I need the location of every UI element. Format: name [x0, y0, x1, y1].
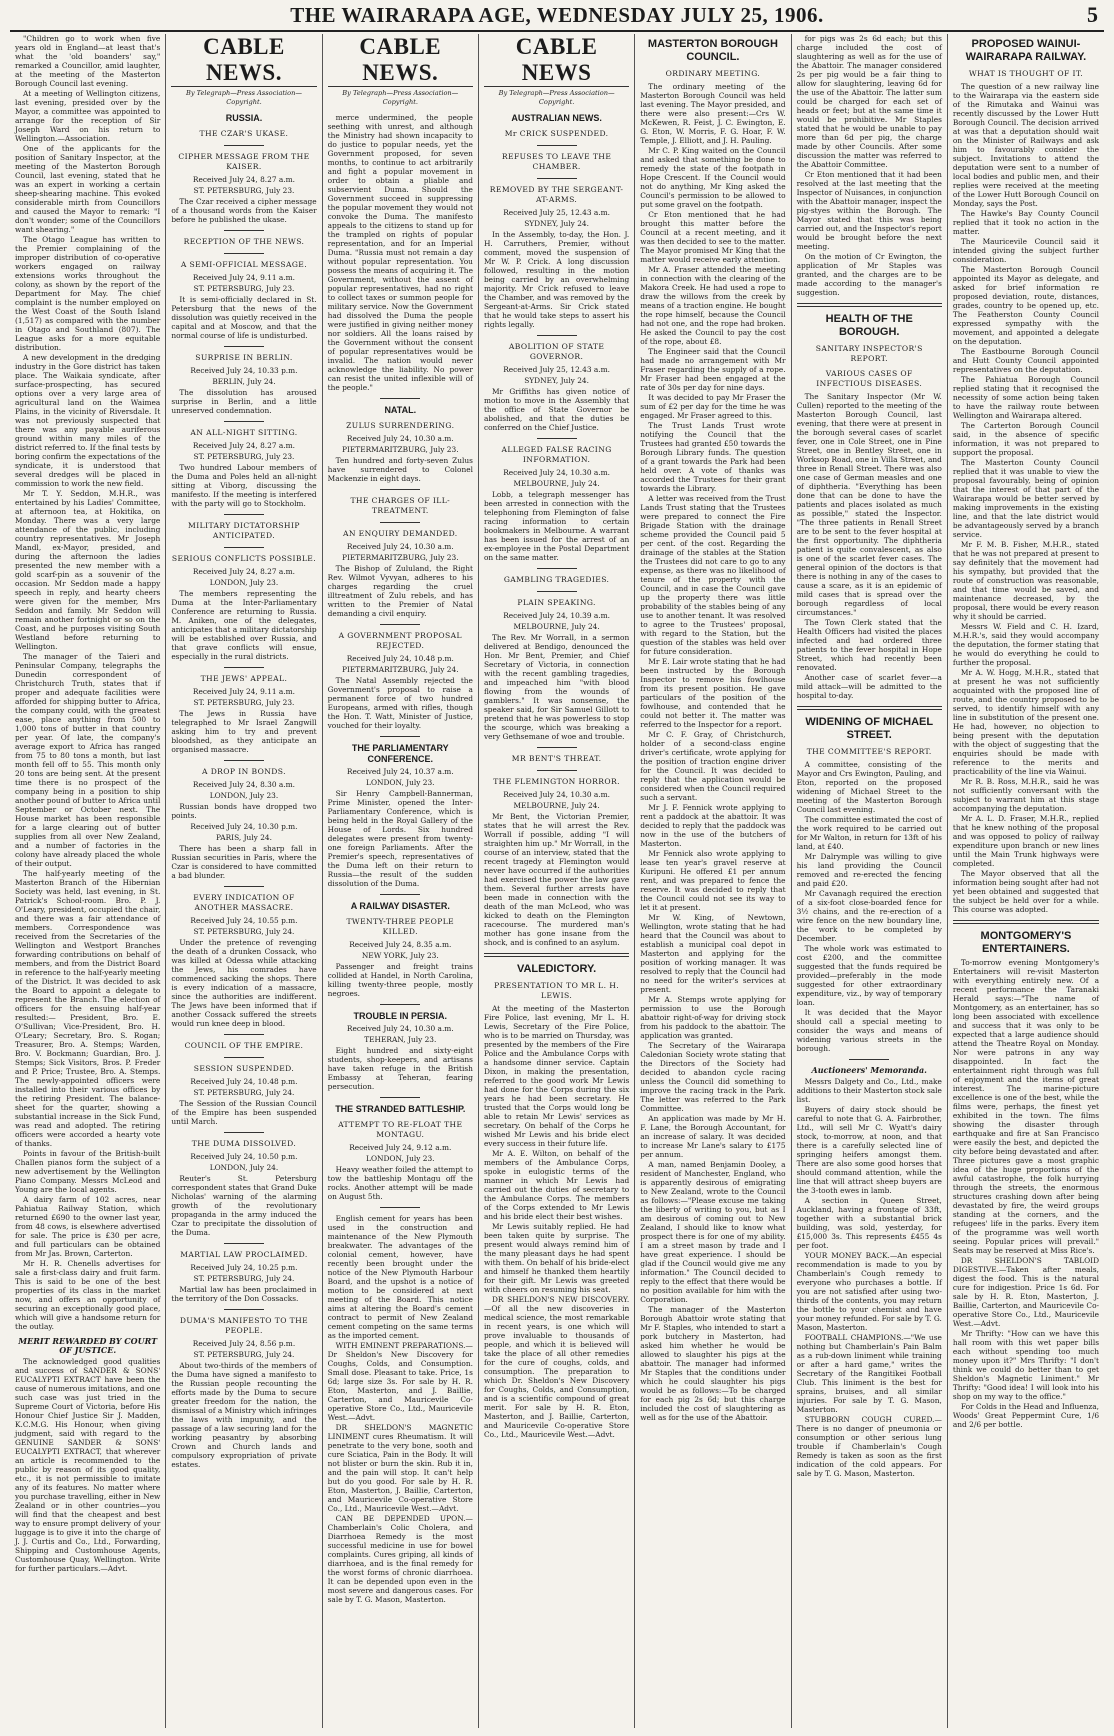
- paragraph: "Children go to work when five years old in England—at least that's what the 'old boanders' say," remarked a Councillor, amid laughter, at the meeting of the Masterton Borough Council last evening.: [15, 34, 161, 88]
- paragraph: Mr Thrifty: "How can we have this hall room with this wet paper bills each without spending too much money upon it?" Mrs Thrifty: "I don't think we could do better than to get Sheldon's Magnetic Liniment." Mr Thrifty: "Good idea! I will look into his shop on my way to the office.": [952, 1329, 1100, 1401]
- sub-heading: MILITARY DICTATORSHIP ANTICIPATED.: [188, 521, 300, 540]
- sub-heading: SESSION SUSPENDED.: [193, 1064, 295, 1073]
- paragraph: The manager of the Taieri and Peninsular Company, telegraphs the Dunedin correspondent of Christchurch Truth, states that if proper and adequate facilities were afforded for shipping butter to Africa, the company could, with the greatest ease, place anything from 500 to 1,000 tons of butter in that country per year. Of late, the company's average export to Africa has ranged from 75 to 80 tons a month, but last month fell off to 55. This month only 20 tons are being sent. At the present time there is no prospect of the company being in a position to ship another pound of butter to Africa until September or October next. The House market has been responsible for a large clearing out of butter supplies from all over New Zealand, and a number of factories in the colony have already placed the whole of their output.: [15, 652, 161, 868]
- divider: [224, 667, 264, 668]
- dateline: Received July 25, 12.43 a.m.: [503, 208, 610, 217]
- paragraph: The Natal Assembly rejected the Government's proposal to raise a permanent force of two hundred Europeans, armed with rifles, though the Hon. T. Watt, Minister of Justice, vouched for their loyalty.: [327, 676, 473, 730]
- section-heading: THE PARLIAMENTARY CONFERENCE.: [351, 743, 449, 764]
- paragraph: There has been a sharp fall in Russian securities in Paris, where the Czar is considered to have committed a bad blunder.: [171, 844, 317, 880]
- dateline: Received July 24, 8.56 p.m.: [192, 1339, 296, 1348]
- columns: [10, 34, 1104, 1728]
- location-dateline: LONDON, July 23.: [209, 578, 279, 587]
- sub-heading: A SEMI-OFFICIAL MESSAGE.: [180, 260, 308, 269]
- paragraph: Lobb, a telegraph messenger has been arrested in connection with the telephoning from Flemington of false racing information to certain bookmakers in Melbourne. A warrant has been issued for the arrest of an ex-employee in the Postal Department on the same matter.: [483, 490, 630, 562]
- location-dateline: BERLIN, July 24.: [212, 377, 276, 386]
- paragraph: DR SHELDON'S MAGNETIC LINIMENT cures Rheumatism. It will penetrate to the very bone, sooth and cure Sciatica, Pain in the Body. It will not blister or burn the skin. Rub it in, and the pain will stop. It can't help but do you good. For sale by H. R. Eton, Masterton, J. Baillie, Carterton, and Mauricevile Co-operative Store Co., Ltd., Mauricevile West.—Advt.: [327, 1423, 473, 1513]
- paragraph: Mr A. W. Hogg, M.H.R., stated that at present he was not sufficiently acquainted with the proposed line of route, and the country proposed to be served, to identify himself with any line in substitution of the present one. He had, however, no objection to being present with the deputation with the object of suggesting that the enquiries should be made with reference to the merits and practicability of the line via Wainui.: [952, 668, 1100, 776]
- paragraph: One of the applicants for the position of Sanitary Inspector, at the meeting of the Masterton Borough Council, last evening, stated that he was an expert in working a certain sheep-shearing machine. This evoked considerable mirth from Councillors and caused the Mayor to remark: "I don't wonder; some of the Councillors want shearing.": [15, 144, 161, 234]
- dateline: Received July 24, 8.30 a.m.: [192, 780, 295, 789]
- dateline: Received July 24, 10.25 p.m.: [190, 1263, 298, 1272]
- divider: [224, 1132, 264, 1133]
- location-dateline: ST. PETERSBURG, July 24.: [193, 1350, 295, 1359]
- paragraph: Mr C. P. King waited on the Council and asked that something be done to remedy the state of the footpath in Hope Crescent. If the Council would not do anything, Mr King asked the Council's permission to be allowed to put some gravel on the footpath.: [640, 146, 786, 209]
- dateline: Received July 24, 10.55 p.m.: [190, 916, 298, 925]
- divider: [537, 568, 577, 569]
- dateline: Received July 24, 9.12 a.m.: [349, 1143, 452, 1152]
- paragraph: At a meeting of Wellington citizens, last evening, presided over by the Mayor, a committee was appointed to arrange for the reception of Sir Joseph Ward on his return to Wellington.—Association.: [15, 89, 161, 143]
- location-dateline: PIETERMARITZBURG, July 23.: [342, 445, 459, 454]
- sub-heading: VARIOUS CASES OF INFECTIOUS DISEASES.: [816, 369, 923, 388]
- section-heading: AUSTRALIAN NEWS.: [511, 113, 602, 123]
- location-dateline: ST. PETERSBURG, July 23.: [193, 186, 295, 195]
- divider: [849, 1059, 889, 1060]
- paragraph: Russian bonds have dropped two points.: [171, 802, 317, 820]
- paragraph: The Masterton County Council replied that it was unable to view the proposal favourably, being of opinion that the interest of that part of the Wairarapa would be better served by making improvements in the existing line, and that the late district would be advantageously served by a branch service.: [952, 458, 1100, 539]
- paragraph: On the motion of Cr Ewington, the application of Mr Staples was granted, and the charges are to be made according to the manager's suggestion.: [796, 252, 942, 297]
- paragraph: for pigs was 2s 6d each; but this charge included the cost of slaughtering as well as for the use of the Abattoir. The manager considered 2s per pig would be a fair thing to allow for slaughtering, leaving 6d for the use of the Abattoir. The latter sum could be charged for each set of heads or feet; but at the same time it would be prohibitive. Mr Staples stated that he would be unable to pay more than 6d per pig, the charge made by other Councils. After some discussion the matter was referred to the Abattoir Committee.: [796, 34, 942, 169]
- masthead: [10, 0, 1104, 32]
- section-title: CABLE NEWS.: [171, 34, 316, 87]
- sub-heading: MR BENT'S THREAT.: [511, 754, 602, 763]
- paragraph: STUBBORN COUGH CURED.—There is no danger of pneumonia or consumption or other serious lung trouble if Chamberlain's Cough Remedy is taken as soon as the first indication of the cold appears. For sale by T. G. Mason, Masterton.: [796, 1415, 942, 1478]
- paragraph: The Mayor observed that all the information being sought after had not yet been obtained and suggested that the subject be held over for a while. This course was adopted.: [952, 869, 1100, 914]
- sub-heading: DUMA'S MANIFESTO TO THE PEOPLE.: [179, 1316, 309, 1335]
- paragraph: It is semi-officially declared in St. Petersburg that the news of the dissolution was quietly received in the capital and at Moscow, and that the normal course of life is undisturbed.: [171, 295, 317, 340]
- paragraph: Two hundred Labour members of the Duma and Poles held an all-night sitting at Viborg, discussing the manifesto. If the meeting is interfered with the party will go to Stockholm.: [171, 463, 317, 508]
- sub-heading: PRESENTATION TO MR L. H. LEWIS.: [494, 981, 620, 1000]
- advert-heading: MERIT REWARDED BY COURT OF JUSTICE.: [18, 1336, 158, 1355]
- sub-heading: SANITARY INSPECTOR'S REPORT.: [815, 344, 923, 363]
- dateline: Received July 24, 10.30 p.m.: [190, 822, 298, 831]
- location-dateline: MELBOURNE, July 24.: [513, 801, 600, 810]
- sub-heading: ABOLITION OF STATE GOVERNOR.: [508, 342, 605, 361]
- column-1: [10, 34, 166, 1728]
- paragraph: Buyers of dairy stock should be careful to note that G. A. Fairbrother, Ltd., will sell Mr C. Wyatt's dairy stock, to-morrow, at noon, and that there is a carefully selected line of springing heifers amongst them. There are also some good horses that should command attention, while the line that will attract sheep buyers are the 3-tooth ewes in lamb.: [796, 1105, 942, 1195]
- divider: [484, 953, 629, 957]
- paragraph: The question of a new railway line to the Wairarapa via the eastern side of the Rimutaka and Wainui was recently discussed by the Lower Hutt Borough Council. The decision arrived at was that a deputation should wait on the Minister of Railways and ask him to favourably consider the subject. Invitations to attend the deputation were sent to a number of local bodies and public men, and their replies were received at the meeting of the Lower Hutt Borough Council on Monday, says the Post.: [952, 82, 1100, 208]
- divider: [224, 253, 264, 254]
- paragraph: Mr Fennick also wrote applying to lease ten year's gravel reserve at Kuripuni. He offered £1 per annum rent, and was prepared to fence the reserve. It was decided to reply that the Council could not see its way to let it at present.: [640, 849, 786, 912]
- paragraph: The Hawke's Bay County Council replied that it took no action in the matter.: [952, 209, 1100, 236]
- paragraph: It was decided that the Mayor should call a special meeting to consider the ways and means of widening various streets in the borough.: [796, 1008, 942, 1053]
- divider: [380, 398, 420, 399]
- column-4: [479, 34, 635, 1728]
- paragraph: The Mauricevile Council said it intended giving the subject further consideration.: [952, 237, 1100, 264]
- advert-text: The acknowledged good qualities and success of SANDER & SONS' EUCALYPTI EXTRACT have been the cause of numerous imitations, and one such case was just tried in the Supreme Court of Victoria, before His Honour Chief Justice Sir J. Madden, K.C.M.G. His Honour, when giving judgment, said with regard to the GENUINE SANDER & SONS' EUCALYPTI EXTRACT, that wherever an article is recommended to the public by reason of its good quality, etc., it is not permissible to imitate any of its features. No matter where you purchase travelling, either in New Zealand or in other countries—you will find that the cheapest and best way to ensure prompt delivery of your luggage is to give it into the charge of J. J. Curtis and Co., Ltd., Forwarding, Shipping and Customhouse Agents, Customhouse Quay, Wellington. Write for further particulars.—Advt.: [15, 1357, 161, 1573]
- paragraph: In the Assembly, to-day, the Hon. J. H. Carruthers, Premier, without comment, moved the suspension of Mr W. P. Crick. A long discussion followed, resulting in the motion being carried by an overwhelming majority. Mr Crick refused to leave the Chamber, and was removed by the Sergeant-at-Arms. Sir Crick stated that he would take steps to assert his rights legally.: [483, 230, 630, 329]
- paragraph: WITH EMINENT PREPARATIONS.—Dr Sheldon's New Discovery for Coughs, Colds, and Consumption. Small dose. Pleasant to take. Price, 1s 6d; large size 3s. For sale by H. R. Eton, Masterton, and J. Baillie, Carterton, and Mauricevile Co-operative Store Co., Ltd., Mauricevile West.—Advt.: [327, 1341, 473, 1422]
- divider: [380, 1207, 420, 1208]
- paragraph: The Engineer said that the Council had made no arrangement with Mr Fraser regarding the supply of a rope. Mr Fraser had been engaged at the rate of 30s per day for nine days.: [640, 347, 786, 392]
- paragraph: Cr Eton mentioned that it had been resolved at the last meeting that the Inspector of Nuisances, in conjunction with the Abattoir manager, inspect the pig-styes within the Borough. The Mayor stated that this was being carried out, and the Inspector's report would be brought before the next meeting.: [796, 170, 942, 251]
- column-5: [635, 34, 791, 1728]
- paragraph: The Rev. Mr Worrall, in a sermon delivered at Bendigo, denounced the Hon. Mr Bent, Premier, and Chief Secretary of Victoria, in connection with the recent gambling tragedies, and impeached him "with blood flowing from the wounds of gamblers." It was nonsense, the speaker said, for Sir Samuel Gillott to pretend that he was powerless to stop the scourge, which was breaking a very Gethsemane of woe and trouble.: [483, 633, 630, 741]
- paragraph: A new development in the dredging industry in the Gore district has taken place. The Waikaia syndicate, after surface-prospecting, has secured options over a very large area of agricultural land on the Waimea Plains, in the vicinity of Riversdale. It was not previously suspected that there was any payable auriferous ground within many miles of the district referred to. If the final tests by boring confirm the expectations of the syndicate, it is understood that several dredges will be placed in commission to work the new field.: [15, 353, 161, 488]
- paragraph: The Session of the Russian Council of the Empire has been suspended until March.: [171, 1099, 317, 1126]
- page-number: 5: [1087, 2, 1098, 27]
- section-heading: MONTGOMERY'S ENTERTAINERS.: [980, 930, 1072, 955]
- location-dateline: LONDON, July 23.: [366, 778, 435, 787]
- location-dateline: LONDON, July 24.: [209, 1163, 279, 1172]
- dateline: Received July 24, 10.30 a.m.: [346, 434, 454, 443]
- sub-heading: RECEPTION OF THE NEWS.: [183, 237, 305, 246]
- sub-heading: AN ALL-NIGHT SITTING.: [190, 428, 298, 437]
- paragraph: Messrs W. Field and C. H. Izard, M.H.R.'s, said they would accompany the deputation, the former stating that he would do everything he could to further the proposal.: [952, 622, 1100, 667]
- paragraph: About two-thirds of the members of the Duma have signed a manifesto to the Russian people recounting the efforts made by the Duma to secure greater freedom for the nation, the dismissal of a Ministry which infringes the laws with impunity, and the passage of a law securing land for the working peasantry by absorbing Crown and Church lands and compulsory expropriation of private estates.: [171, 1361, 317, 1469]
- dateline: Received July 24, 10.33 p.m.: [190, 366, 298, 375]
- sub-heading: ALLEGED FALSE RACING INFORMATION.: [501, 445, 612, 464]
- section-title: CABLE NEWS: [484, 34, 629, 87]
- divider: [537, 178, 577, 179]
- location-dateline: ST. PETERSBURG, July 24.: [193, 1274, 295, 1283]
- paragraph: The Czar received a cipher message of a thousand words from the Kaiser before he published the ukase.: [171, 197, 317, 224]
- paragraph: Messrs Dalgety and Co., Ltd., make additions to their Masterton stock sale list.: [796, 1077, 942, 1104]
- sub-heading: THE COMMITTEE'S REPORT.: [806, 747, 932, 756]
- sub-heading: AN ENQUIRY DEMANDED.: [342, 529, 458, 538]
- sub-heading: CIPHER MESSAGE FROM THE KAISER.: [178, 152, 310, 171]
- paragraph: Eight hundred and sixty-eight students, shop-keepers, and artisans have taken refuge in the British Embassy at Teheran, fearing persecution.: [327, 1046, 473, 1091]
- paragraph: Heavy weather foiled the attempt to tow the battleship Montagu off the rocks. Another attempt will be made on August 5th.: [327, 1165, 473, 1201]
- divider: [537, 770, 577, 771]
- paragraph: Mr W. King, of Newtown, Wellington, wrote stating that he had heard that the Council was about to establish a municipal coal depot in Masterton and applying for the position of working manager. It was resolved to reply that the Council had no need for the writer's services at present.: [640, 913, 786, 994]
- divider: [380, 1004, 420, 1005]
- dateline: Received July 24, 8.27 a.m.: [192, 567, 295, 576]
- divider: [224, 547, 264, 548]
- paragraph: The Trust Lands Trust wrote notifying the Council that the Trustees had granted £50 towards the Borough Library funds. The question of a grant towards the Park had been held over. A vote of thanks was accorded the Trustees for their grant towards the Library.: [640, 421, 786, 493]
- location-dateline: PIETERMARITZBURG, July 24.: [342, 665, 459, 674]
- location-dateline: TEHERAN, July 23.: [364, 1035, 437, 1044]
- paragraph: The committee estimated the cost of the work required to be carried out for Mr Walton, in return for 13ft of his land, at £40.: [796, 815, 942, 851]
- paragraph: Mr F. M. B. Fisher, M.H.R., stated that he was not prepared at present to say definitely that the movement had his sympathy, but provided that the route of construction was reasonable, and that time would be saved, and maintenance decreased, by the proposal, there would be every reason why it should be carried.: [952, 540, 1100, 621]
- paragraph: The Carterton Borough Council said, in the absence of specific information, it was not prepared to support the proposal.: [952, 421, 1100, 457]
- sub-heading: SERIOUS CONFLICTS POSSIBLE.: [171, 554, 317, 563]
- byline: By Telegraph—Press Association—Copyright.: [185, 89, 302, 106]
- paragraph: The Eastbourne Borough Council and Hutt County Council appointed representatives on the deputation.: [952, 347, 1100, 374]
- sub-heading: ZULUS SURRENDERING.: [346, 421, 455, 430]
- paragraph: Mr Griffiths has given notice of motion to move in the Assembly that the office of State Governor be abolished, and that the duties be conferred on the Chief Justice.: [483, 387, 630, 432]
- section-heading: A RAILWAY DISASTER.: [350, 901, 450, 911]
- location-dateline: MELBOURNE, July 24.: [513, 622, 600, 631]
- sub-heading: WHAT IS THOUGHT OF IT.: [968, 69, 1084, 78]
- location-dateline: MELBOURNE, July 24.: [513, 479, 600, 488]
- dateline: Received July 24, 10.37 a.m.: [346, 767, 454, 776]
- paragraph: The whole work was estimated to cost £200, and the committee suggested that the funds required be provided—preferably in the mode suggested for other extraordinary expenditure, viz., by way of temporary loan.: [796, 944, 942, 1007]
- divider: [537, 747, 577, 748]
- paragraph: Mr H. R. Chenells advertises for sale a first-class dairy and fruit farm. This is said to be one of the best properties of its class in the market now, and offers an opportunity of securing an exceptionally good place, which will give a handsome return for the outlay.: [15, 1259, 161, 1331]
- location-dateline: ST. PETERSBURG, July 23.: [193, 452, 295, 461]
- sub-heading: THE CZAR'S UKASE.: [199, 129, 289, 138]
- divider: [224, 346, 264, 347]
- paragraph: Ten hundred and forty-seven Zulus have surrendered to Colonel Mackenzie in eight days.: [327, 456, 473, 483]
- paragraph: merce undermined, the people seething with unrest, and although the Ministry had shown incapacity to do justice to popular needs, yet the Government proposed, for seven months, to continue to act arbitrarily and fight a popular movement in order to obtain a pliable and subservient Duma. Should the Government succeed in suppressing the popular movement they would not convoke the Duma. The manifesto appeals to the citizens to stand up for the trampled on rights of popular representation, and for an Imperial Duma. "Russia must not remain a day without popular representation. You possess the means of acquiring it. The Government, without the assent of popular representatives, had no right to collect taxes or summon people for military service. Now the Government had dissolved the Duma the people were justified in giving neither money nor soldiers. All the loans raised by the Government without the consent of popular representatives would be invalid. The nation would never acknowledge the liability. No power can resist the united inflexible will of the people.": [327, 113, 473, 392]
- paragraph: The Town Clerk stated that the Health Officers had visited the places infected and had ordered three patients to the fever hospital in Hope Street, which had recently been renovated.: [796, 618, 942, 672]
- location-dateline: ST. PETERSBURG, July 24.: [193, 927, 295, 936]
- paragraph: CAN BE DEPENDED UPON.—Chamberlain's Colic Cholera, and Diarrhoea Remedy is the most successful medicine in use for bowel complaints. Cures griping, all kinds of diarrhoea, and is the final remedy for the worst forms of chronic diarrhoea. It can be depended upon even in the most severe and dangerous cases. For sale by T. G. Mason, Masterton.: [327, 1514, 473, 1604]
- sub-heading: EVERY INDICATION OF ANOTHER MASSACRE.: [193, 893, 295, 912]
- dateline: Received July 24, 10.50 p.m.: [190, 1152, 298, 1161]
- section-heading: NATAL.: [384, 405, 417, 415]
- location-dateline: SYDNEY, July 24.: [524, 376, 589, 385]
- paragraph: Mr Lewis suitably replied. He had been taken quite by surprise. The present would always remind him of the many pleasant days he had spent with them. On behalf of his bride-elect and himself he thanked them heartily for their gift. Mr Lewis was greeted with cheers on resuming his seat.: [483, 1222, 630, 1294]
- section-heading: TROUBLE IN PERSIA.: [353, 1011, 448, 1021]
- section-heading: MASTERTON BOROUGH COUNCIL.: [647, 38, 778, 63]
- byline: By Telegraph—Press Association—Copyright.: [342, 89, 459, 106]
- divider: [224, 1309, 264, 1310]
- byline: By Telegraph—Press Association—Copyright.: [498, 89, 615, 106]
- paragraph: Reuter's St. Petersburg correspondent states that Grand Duke Nicholas' warning of the alarming growth of the revolutionary propaganda in the army induced the Czar to precipitate the dissolution of the Duma.: [171, 1174, 317, 1237]
- divider: [537, 591, 577, 592]
- sub-heading: THE FLEMINGTON HORROR.: [493, 777, 620, 786]
- paragraph: Points in favour of the British-built Challen pianos form the subject of a new advertisement by the Wellington Piano Company. Messrs McLeod and Young are the local agents.: [15, 1149, 161, 1194]
- sub-heading: PLAIN SPEAKING.: [517, 598, 596, 607]
- sub-heading: SURPRISE IN BERLIN.: [195, 353, 293, 362]
- column-7: [948, 34, 1104, 1728]
- location-dateline: LONDON, July 23.: [209, 791, 279, 800]
- dateline: Received July 24, 10.30 a.m.: [346, 1024, 454, 1033]
- section-heading: Auctioneers' Memoranda.: [811, 1065, 927, 1075]
- paragraph: Under the pretence of revenging the death of a drunken Cossack, who was killed at Odessa while attacking the Jews, his comrades have commenced sacking the shops. There is every indication of a massacre, since the authorities are indifferent. The Jews have been informed that if another Cossack suffered the streets would run knee deep in blood.: [171, 938, 317, 1028]
- divider: [537, 438, 577, 439]
- location-dateline: ST. PETERSBURG, July 23.: [193, 698, 295, 707]
- divider: [224, 145, 264, 146]
- paragraph: The Secretary of the Wairarapa Caledonian Society wrote stating that the Directors of the Society had decided to abandon cycle racing unless the Council did something to improve the racing track in the Park. The letter was referred to the Park Committee.: [640, 1041, 786, 1113]
- paragraph: Mr A. Stemps wrote applying for permission to use the Borough abattoir right-of-way for driving stock from his paddock to the abattoir. The application was granted.: [640, 995, 786, 1040]
- paragraph: Sir Henry Campbell-Bannerman, Prime Minister, opened the Inter-Parliamentary Conference, which is being held in the Royal Gallery of the House of Lords. Six hundred delegates were present from twenty-one foreign Parliaments. After the Premier's speech, representatives of the Duma left on their return to Russia—the result of the sudden dissolution of the Duma.: [327, 789, 473, 888]
- paragraph: A committee, consisting of the Mayor and Crs Ewington, Pauling, and Eton, reported on the proposed widening of Michael Street to the meeting of the Masterton Borough Council last evening.: [796, 760, 942, 814]
- paragraph: Mr J. F. Fennick wrote applying to rent a paddock at the abattoir. It was decided to reply that the paddock was now in the use of the butchers of Masterton.: [640, 803, 786, 848]
- sub-heading: ORDINARY MEETING.: [665, 69, 761, 78]
- divider: [380, 489, 420, 490]
- sub-heading: MARTIAL LAW PROCLAIMED.: [180, 1250, 308, 1259]
- paragraph: Mr Cavanagh required the erection of a six-foot close-boarded fence for 3½ chains, and the re-erection of a wire fence on the new boundary line, the work to be completed by December.: [796, 889, 942, 943]
- paragraph: The dissolution has aroused surprise in Berlin, and a little unreserved condemnation.: [171, 388, 317, 415]
- dateline: Received July 24, 8.27 a.m.: [192, 441, 295, 450]
- dateline: Received July 24, 10.48 p.m.: [190, 1077, 298, 1086]
- paragraph: At the meeting of the Masterton Fire Police, last evening, Mr L. H. Lewis, Secretary of the Fire Police, who is to be married on Thursday, was presented by the members of the Fire Police and the Ambulance Corps with a handsome dinner service. Captain Dixon, in making the presentation, referred to the good work Mr Lewis had done for the Corps during the six years he had been secretary. He trusted that the Corps would long be able to retain Mr Lewis' services as secretary. On behalf of the Corps he wished Mr Lewis and his bride elect every success in their future life.: [483, 1004, 630, 1148]
- paragraph: Mr A. E. Wilton, on behalf of the members of the Ambulance Corps, spoke in eulogistic terms of the manner in which Mr Lewis had carried out the duties of secretary to the Ambulance Corps. The members of the Corps extended to Mr Lewis and his bride elect their best wishes.: [483, 1149, 630, 1221]
- sub-heading: A GOVERNMENT PROPOSAL REJECTED.: [338, 631, 462, 650]
- dateline: Received July 24, 10.30 a.m.: [503, 790, 610, 799]
- paragraph: The half-yearly meeting of the Masterton Branch of the Hibernian Society was held, last evening, in St. Patrick's School-room. Bro. P. J. O'Leary, president, occupied the chair, and there was a fair attendance of members. Correspondence was received from the Secretaries of the Wellington and Westport Branches forwarding contributions on behalf of members, and from the District Board in reference to the half-yearly meeting of the District. It was decided to ask the Board to appoint a delegate to represent the Branch. The election of officers for the ensuing half-year resulted:— President, Bro. E. O'Sullivan; Vice-President, Bro. H. O'Leary; Secretary, Bro. S. Rogan; Treasurer, Bro. A. Stemps; Warden, Bro. V. Bockmann; Guardian, Bro. J. Stemps; Sick Visitors, Bros. P. Freder and P. Price; Trustee, Bro. A. Stemps. The newly-appointed officers were installed into their various offices by the retiring President. The balance-sheet for the quarter, showing a substantial increase in the Sick Fund, was read and adopted. The retiring officers were accorded a hearty vote of thanks.: [15, 869, 161, 1148]
- paragraph: It was decided to pay Mr Fraser the sum of £2 per day for the time he was engaged. Mr Fraser agreed to this.: [640, 393, 786, 420]
- paragraph: The Masterton Borough Council appointed its Mayor as delegate, and asked for brief information re proposed deviation, route, distances, grades, country to be opened up, etc. The Featherston County Council expressed sympathy with the movement, and appointed a delegate on the deputation.: [952, 265, 1100, 346]
- location-dateline: SYDNEY, July 24.: [524, 219, 589, 228]
- divider: [224, 886, 264, 887]
- dateline: Received July 24, 10.30 a.m.: [346, 542, 454, 551]
- dateline: Received July 24, 9.11 a.m.: [192, 687, 295, 696]
- divider: [537, 335, 577, 336]
- paragraph: Passenger and freight trains collided at Handel, in North Carolina, killing twenty-three people, mostly negroes.: [327, 962, 473, 998]
- paragraph: YOUR MONEY BACK.—An especial recommendation is made to you by Chamberlain's Cough remedy to everyone who purchases a bottle. If you are not satisfied after using two-thirds of the contents, you may return the bottle to your chemist and have your money refunded. For sale by T. G. Mason, Masterton.: [796, 1251, 942, 1332]
- masthead-title: THE WAIRARAPA AGE, WEDNESDAY JULY 25, 1906.: [290, 2, 824, 27]
- divider: [224, 760, 264, 761]
- paragraph: A man, named Benjamin Dooley, a resident of Manchester, England, who is apparently desirous of emigrating to New Zealand, wrote to the Council as follows:—"Please excuse me taking the liberty of writing to you, but as I am desirous of coming out to New Zealand, I should like to know what prospect there is for one of my ability. I am a street mason by trade and I have great experience. I should be glad if the Council would give me any information." The Council decided to reply to the effect that there would be no position available for him with the Corporation.: [640, 1160, 786, 1304]
- section-heading: RUSSIA.: [225, 113, 263, 123]
- paragraph: A section in Queen Street, Auckland, having a frontage of 33ft, together with a substantial brick building, was sold, yesterday, for £15,000 3s. This represents £455 4s per foot.: [796, 1196, 942, 1250]
- dateline: Received July 24, 10.39 a.m.: [503, 611, 610, 620]
- paragraph: The Pahiatua Borough Council replied stating that it recognised the necessity of some action being taken to have the railway route between Wellington and Wairarapa altered.: [952, 375, 1100, 420]
- location-dateline: NEW YORK, July 23.: [361, 951, 439, 960]
- dateline: Received July 24, 8.35 a.m.: [349, 940, 452, 949]
- section-heading: WIDENING OF MICHAEL STREET.: [805, 716, 934, 741]
- dateline: Received July 24, 9.11 a.m.: [192, 273, 295, 282]
- paragraph: Mr A. Fraser attended the meeting in connection with the clearing of the Makora Creek. He had used a rope to draw the willows from the creek by means of a traction engine. He bought the rope himself, because the Council had not one, and the rope had broken. He asked the Council to pay the cost of the rope, about £8.: [640, 265, 786, 346]
- sub-heading: ATTEMPT TO RE-FLOAT THE MONTAGU.: [338, 1120, 463, 1139]
- paragraph: Mr T. Y. Seddon, M.H.R., was entertained by his Ladies' Committee, at afternoon tea, at Hokitika, on Monday. There was a very large attendance of the public, including country representatives. Mr Joseph Mandl, ex-Mayor, presided, and during the afternoon the ladies presented the new member with a gold scarf-pin as a souvenir of the occasion. Mr Seddon made a happy speech in reply, and hearty cheers were given for the member, Mrs Seddon and family. Mr Seddon will remain another fortnight or so on the Coast, and he purposes visiting South Westland before returning to Wellington.: [15, 489, 161, 651]
- section-heading: VALEDICTORY.: [516, 963, 597, 975]
- column-2: [166, 34, 322, 1728]
- paragraph: Mr A. L. D. Fraser, M.H.R., replied that he knew nothing of the proposal and was opposed to policy of railway expenditure upon branch or new lines until the Main Trunk highways were completed.: [952, 814, 1100, 868]
- paragraph: English cement for years has been used in the construction and maintenance of the New Plymouth breakwater. The advantages of the colonial cement, however, have recently been brought under the notice of the New Plymouth Harbour Board, and the upshot is a notice of motion to be considered at next meeting of the Board. This notice aims at altering the Board's cement contract to permit of New Zealand cement competing on the same terms as the imported cement.: [327, 1214, 473, 1340]
- divider: [797, 706, 942, 710]
- sub-heading: THE DUMA DISSOLVED.: [191, 1139, 297, 1148]
- location-dateline: ST. PETERSBURG, July 23.: [193, 284, 295, 293]
- divider: [380, 1097, 420, 1098]
- divider: [224, 1034, 264, 1035]
- dateline: Received July 24, 10.30 a.m.: [503, 468, 610, 477]
- paragraph: The Sanitary Inspector (Mr W. Cullen) reported to the meeting of the Masterton Borough Council, last evening, that there were at present in the borough several cases of scarlet fever, one in Cole Street, one in Pine Street, one in Bentley Street, one in Worksop Road, one in Villa Street, and three in Renall Street. There was also one case of German measles and one of diphtheria. "Everything has been done that can be done to have the patients and places isolated as much as possible," stated the Inspector. "The three patients in Renall Street are to be sent to the fever hospital at the first opportunity. The diphtheria patient is quite convalescent, as also is one of the scarlet fever cases. The general opinion of the doctors is that there is nothing in any of the cases to cause a scare, as it is an epidemic of mild cases that is spread over the borough regardless of local circumstances.": [796, 392, 942, 617]
- sub-heading: TWENTY-THREE PEOPLE KILLED.: [346, 917, 455, 936]
- paragraph: Cr Eton mentioned that he had brought this matter before the Council at a recent meeting, and it was then decided to see to the matter. The Mayor promised Mr King that the matter would receive early attention.: [640, 210, 786, 264]
- paragraph: The ordinary meeting of the Masterton Borough Council was held last evening. The Mayor presided, and there were also present:—Crs W. McKewen, R. Feist, J. C. Ewington, E. G. Eton, W. Morris, F. G. Hoar, F. W. Temple, J. Elliott, and J. H. Pauling.: [640, 82, 786, 145]
- column-6: [792, 34, 948, 1728]
- divider: [224, 1057, 264, 1058]
- section-heading: HEALTH OF THE BOROUGH.: [825, 313, 913, 338]
- paragraph: The Bishop of Zululand, the Right Rev. Wilmot Vyvyan, adheres to his charges regarding the cruel illtreatment of Zulu rebels, and has written to the Premier of Natal demanding a civil enquiry.: [327, 564, 473, 618]
- sub-heading: THE JEWS' APPEAL.: [200, 674, 288, 683]
- dateline: Received July 24, 8.27 a.m.: [192, 175, 295, 184]
- divider: [380, 624, 420, 625]
- section-title: CABLE NEWS.: [328, 34, 473, 87]
- paragraph: The members representing the Duma at the Inter-Parliamentary Conference are returning to Russia. M. Aniken, one of the delegates, anticipates that a military dictatorship will be established over Russia, and that grave conflicts will ensue, especially in the rural districts.: [171, 589, 317, 661]
- paragraph: Mr E. Lair wrote stating that he had been instructed by the Borough Inspector to remove his fowlhouse from its present position. He gave particulars of the position of the fowlhouse, and contended that he could not better it. The matter was referred to the Inspector for a report.: [640, 657, 786, 729]
- divider: [224, 514, 264, 515]
- sub-heading: COUNCIL OF THE EMPIRE.: [184, 1041, 304, 1050]
- divider: [380, 736, 420, 737]
- sub-heading: REMOVED BY THE SERGEANT-AT-ARMS.: [489, 185, 624, 204]
- paragraph: A letter was received from the Trust Lands Trust stating that the Trustees were prepared to connect the Fire Brigade Station with the drainage scheme provided the Council paid 5 per cent. of the cost. Regarding the drainage of the stables at the Station the Trustees did not care to go to any expense, as there was no likelihood of tenure of the property with the Council, and in case the Council gave up the property there was little probability of the stables being of any use to another tenant. It was resolved to agree to the Trustees' proposal, with regard to the Station, but the question of the stables was held over for future consideration.: [640, 494, 786, 656]
- location-dateline: PIETERMARITZBURG, July 23.: [342, 553, 459, 562]
- divider: [224, 421, 264, 422]
- sub-heading: Mr CRICK SUSPENDED.: [504, 129, 609, 138]
- paragraph: For Colds in the Head and Influenza, Woods' Great Peppermint Cure, 1/6 and 2/6 per bottle.: [952, 1402, 1100, 1429]
- section-heading: PROPOSED WAINUI-WAIRARAPA RAILWAY.: [965, 38, 1087, 63]
- divider: [380, 894, 420, 895]
- sub-heading: GAMBLING TRAGEDIES.: [503, 575, 610, 584]
- sub-heading: REFUSES TO LEAVE THE CHAMBER.: [501, 152, 612, 171]
- paragraph: Mr C. F. Gray, of Christchurch, holder of a second-class engine driver's certificate, wrote applying for the position of traction engine driver for the Council. It was decided to reply that the application would be considered when the Council required such a servant.: [640, 730, 786, 802]
- location-dateline: ST. PETERSBURG, July 24.: [193, 1088, 295, 1097]
- divider: [224, 1243, 264, 1244]
- location-dateline: LONDON, July 23.: [366, 1154, 435, 1163]
- paragraph: FOOTBALL CHAMPIONS.—"We use nothing but Chamberlain's Pain Balm as a rub-down liniment while training or after a hard game," writes the Secretary of the Rangitikei Football Club. This liniment is the best for sprains, bruises, and all similar injuries. For sale by T. G. Mason, Masterton.: [796, 1333, 942, 1414]
- paragraph: Martial law has been proclaimed in the territory of the Don Cossacks.: [171, 1285, 317, 1303]
- paragraph: Another case of scarlet fever—a mild attack—will be admitted to the hospital to-day.: [796, 673, 942, 700]
- paragraph: Mr Bent, the Victorian Premier, states that he will arrest the Rev. Worrall if possible, adding "I will straighten him up." Mr Worrall, in the course of an interview, stated that the recent tragedy at Flemington would never have occurred if the authorities had exercised the power the law gave them. Several further arrests have been made in connection with the death of the man McLeod, who was kicked to death on the Flemington racecourse. The murdered man's mother has gone insane from the shock, and is confined to an asylum.: [483, 812, 630, 947]
- paragraph: The Jews in Russia have telegraphed to Mr Israel Zangwill asking him to try and prevent bloodshed, as they anticipate an organised massacre.: [171, 709, 317, 754]
- paragraph: Mr R. B. Ross, M.H.R., said he was not sufficiently conversant with the subject to warrant him at this stage accompanying the deputation.: [952, 777, 1100, 813]
- paragraph: An application was made by Mr H. F. Lane, the Borough Accountant, for an increase of salary. It was decided to increase Mr Lane's salary to £175 per annum.: [640, 1114, 786, 1159]
- paragraph: DR SHELDON'S NEW DISCOVERY.—Of all the new discoveries in medical science, the most remarkable in recent years, is one which will prove invaluable to thousands of people, and which it is believed will take the place of all other remedies for the cure of coughs, colds, and consumption. The preparation to which Dr. Sheldon's New Discovery for Coughs, Colds, and Consumption, and is a scientific compound of great merit. For sale by H. R. Eton, Masterton, and J. Baillie, Carterton, and Mauricevile Co-operative Store Co., Ltd., Mauricevile West.—Advt.: [483, 1295, 630, 1439]
- section-heading: THE STRANDED BATTLESHIP.: [335, 1104, 466, 1114]
- column-3: [323, 34, 479, 1728]
- sub-heading: A DROP IN BONDS.: [202, 767, 286, 776]
- divider: [797, 303, 942, 307]
- paragraph: Mr Dalrymple was willing to give his land providing the Council removed and re-erected the fencing and paid £20.: [796, 852, 942, 888]
- dateline: Received July 24, 10.48 p.m.: [346, 654, 454, 663]
- paragraph: The manager of the Masterton Borough Abattoir wrote stating that Mr F. Staples, who intended to start a pork butchery in Masterton, had asked him whether he would be allowed to slaughter his pigs at the abattoir. The manager had informed Mr Staples that the conditions under which he could slaughter his pigs would be as follows:—To be charged for each pig 2s 6d; but this charge included the cost of slaughtering as well as for the use of the Abattoir.: [640, 1305, 786, 1422]
- divider: [224, 230, 264, 231]
- location-dateline: PARIS, July 24.: [215, 833, 272, 842]
- paragraph: A dairy farm of 102 acres, near Pahiatua Railway Station, which returned £690 to the owner last year, from 48 cows, is elsewhere advertised for sale. The price is £30 per acre, and full particulars can be obtained from Mr Jas. Brown, Carterton.: [15, 1195, 161, 1258]
- sub-heading: THE CHARGES OF ILL-TREATMENT.: [350, 496, 451, 515]
- paragraph: To-morrow evening Montgomery's Entertainers will re-visit Masterton with everything entirely new. Of a recent performance the Taranaki Herald says:—"The name of Montgomery, as an entertainer, has so long been associated with excellence and success that it was only to be expected that a large audience should attend the Theatre Royal on Monday. Nor were patrons in any way disappointed. In fact the entertainment right through was full of enjoyment and the items of great interest. The marine-picture excellence is one of the best, while the films were, perhaps, the finest yet exhibited in the town. The films showing the disaster through earthquake and fire at San Francisco were easily the best, and depicted the city before being devastated and after. Three pictures gave a most graphic idea of the huge proportions of the awful catastrophe, the folk hurrying through the streets, the enormous structures crashing down after being devastated by fire, the weird groups standing at the corners, and the refugees' life in the parks. Every item of the programme was well worth seeing. Popular prices will prevail." Seats may be reserved at Miss Rice's.: [952, 958, 1100, 1255]
- divider: [537, 145, 577, 146]
- paragraph: The Otago League has written to the Premier complaining of the improper distribution of co-operative workers engaged on railway extensions works throughout the colony, as shown by the report of the Department for May. The chief complaint is the number employed on the West Coast of the South Island (1,517) as compared with the number in Otago and Southland (807). The League asks for a more equitable distribution.: [15, 235, 161, 352]
- divider: [380, 522, 420, 523]
- dateline: Received July 25, 12.43 a.m.: [503, 365, 610, 374]
- paragraph: DR SHELDON'S TABLOID DIGESTIVE.—Taken after meals, digest the food. This is the natural cure for indigestion. Price 1s 6d. For sale by H. R. Eton, Masterton, J. Baillie, Carterton, and Mauricevile Co-operative Store Co., Ltd., Mauricevile West.—Advt.: [952, 1256, 1100, 1328]
- divider: [953, 920, 1099, 924]
